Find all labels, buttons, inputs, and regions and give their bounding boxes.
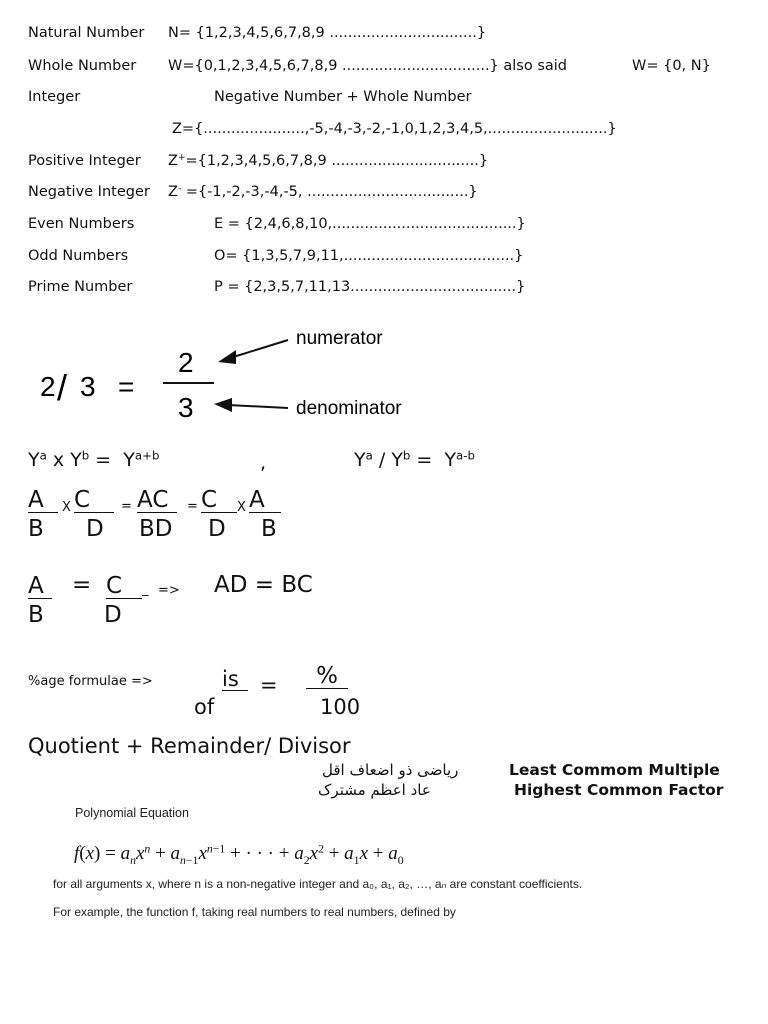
fraction-numerator: 2 bbox=[178, 347, 194, 378]
positive-integer-set: Z+={1,2,3,4,5,6,7,8,9 ................................} bbox=[168, 153, 489, 169]
percentage-pct: % bbox=[306, 663, 348, 689]
exponent-comma: , bbox=[260, 452, 267, 474]
cross-frac-1: A bbox=[28, 487, 58, 513]
odd-numbers-set: O= {1,3,5,7,9,11,.....................................} bbox=[214, 248, 524, 264]
odd-numbers-label: Odd Numbers bbox=[28, 248, 129, 264]
percentage-hundred: 100 bbox=[320, 695, 361, 719]
cross-frac-4: C bbox=[201, 487, 237, 513]
exponent-quotient-rule: $Y^a / Y^b = Y^{a-b}$ bbox=[354, 448, 475, 471]
cross-frac-5-den: B bbox=[261, 516, 277, 542]
quotient-formula: Quotient + Remainder/ Divisor bbox=[28, 734, 351, 758]
lcm-english: Least Commom Multiple bbox=[509, 761, 720, 779]
fraction-lhs-numerator: 2 bbox=[40, 371, 56, 402]
whole-number-set: W={0,1,2,3,4,5,6,7,8,9 ................................} also said bbox=[168, 58, 568, 74]
polynomial-note-2: For example, the function f, taking real numbers to real numbers, defined by bbox=[53, 905, 456, 919]
integer-label: Integer bbox=[28, 89, 81, 105]
prime-number-label: Prime Number bbox=[28, 279, 133, 295]
cross-frac-3-den: BD bbox=[139, 516, 173, 542]
cross-frac-2: C bbox=[74, 487, 114, 513]
proportion-lhs: A bbox=[28, 573, 52, 599]
proportion-lhs-den: B bbox=[28, 602, 44, 628]
polynomial-note-1: for all arguments x, where n is a non-negative integer and a₀, a₁, a₂, …, aₙ are constant coefficients. bbox=[53, 877, 583, 891]
cross-eq-1: = bbox=[121, 499, 132, 514]
proportion-dash: _ bbox=[142, 582, 149, 597]
numerator-arrow-line bbox=[230, 340, 288, 358]
numerator-arrow-head bbox=[218, 350, 236, 364]
natural-number-row bbox=[28, 25, 144, 41]
even-numbers-label: Even Numbers bbox=[28, 216, 135, 232]
integer-definition: Negative Number + Whole Number bbox=[214, 89, 472, 105]
positive-integer-label: Positive Integer bbox=[28, 153, 141, 169]
denominator-arrow-line bbox=[228, 405, 288, 408]
percentage-eq: = bbox=[260, 673, 278, 697]
whole-number-label: Whole Number bbox=[28, 58, 137, 74]
cross-frac-5: A bbox=[249, 487, 281, 513]
proportion-rhs: C bbox=[106, 573, 142, 599]
denominator-arrow-head bbox=[214, 398, 232, 412]
fraction-diagram bbox=[0, 310, 768, 440]
denominator-label: denominator bbox=[296, 398, 402, 419]
numerator-label: numerator bbox=[296, 328, 383, 349]
cross-times-1: X bbox=[62, 500, 71, 515]
percentage-is: is bbox=[222, 667, 248, 691]
fraction-equals: = bbox=[118, 371, 135, 402]
polynomial-title: Polynomial Equation bbox=[75, 806, 189, 820]
hcf-english: Highest Common Factor bbox=[514, 781, 724, 799]
negative-integer-label: Negative Integer bbox=[28, 184, 150, 200]
whole-number-alt: W= {0, N} bbox=[632, 58, 711, 74]
natural-number-set: N= {1,2,3,4,5,6,7,8,9 ................................} bbox=[168, 25, 487, 41]
lcm-urdu: ریاضی ذو اضعاف اقل bbox=[322, 761, 459, 779]
cross-frac-1-den: B bbox=[28, 516, 44, 542]
fraction-lhs-denominator: 3 bbox=[80, 371, 96, 402]
cross-times-2: X bbox=[237, 500, 246, 515]
prime-number-set: P = {2,3,5,7,11,13....................................} bbox=[214, 279, 526, 295]
negative-integer-set: Z- ={-1,-2,-3,-4,-5, ...................................} bbox=[168, 184, 478, 200]
cross-frac-4-den: D bbox=[208, 516, 226, 542]
integer-set: Z={......................,-5,-4,-3,-2,-1,0,1,2,3,4,5,..........................} bbox=[172, 121, 617, 137]
proportion-rhs-den: D bbox=[104, 602, 122, 628]
cross-frac-3: AC bbox=[137, 487, 177, 513]
percentage-label: %age formulae => bbox=[28, 674, 153, 689]
even-numbers-set: E = {2,4,6,8,10,........................................} bbox=[214, 216, 526, 232]
proportion-result: AD = BC bbox=[214, 572, 313, 598]
proportion-arrow: => bbox=[158, 583, 180, 598]
proportion-eq: = bbox=[72, 572, 92, 598]
exponent-product-rule: $Y^a$ x $Y^b = Y^{a+b}$ bbox=[28, 448, 160, 471]
hcf-urdu: عاد اعظم مشترک bbox=[318, 781, 431, 799]
natural-number-label: Natural Number bbox=[28, 25, 145, 41]
fraction-slash: / bbox=[57, 367, 68, 408]
polynomial-equation: $f(x) = a_nx^n + a_{n-1}x^{n-1}$ + · · · + $a_2x^2 + a_1x + a_0$ bbox=[74, 842, 404, 867]
cross-frac-2-den: D bbox=[86, 516, 104, 542]
percentage-of: of bbox=[194, 695, 215, 719]
cross-eq-2: = bbox=[187, 499, 198, 514]
fraction-denominator: 3 bbox=[178, 392, 194, 423]
